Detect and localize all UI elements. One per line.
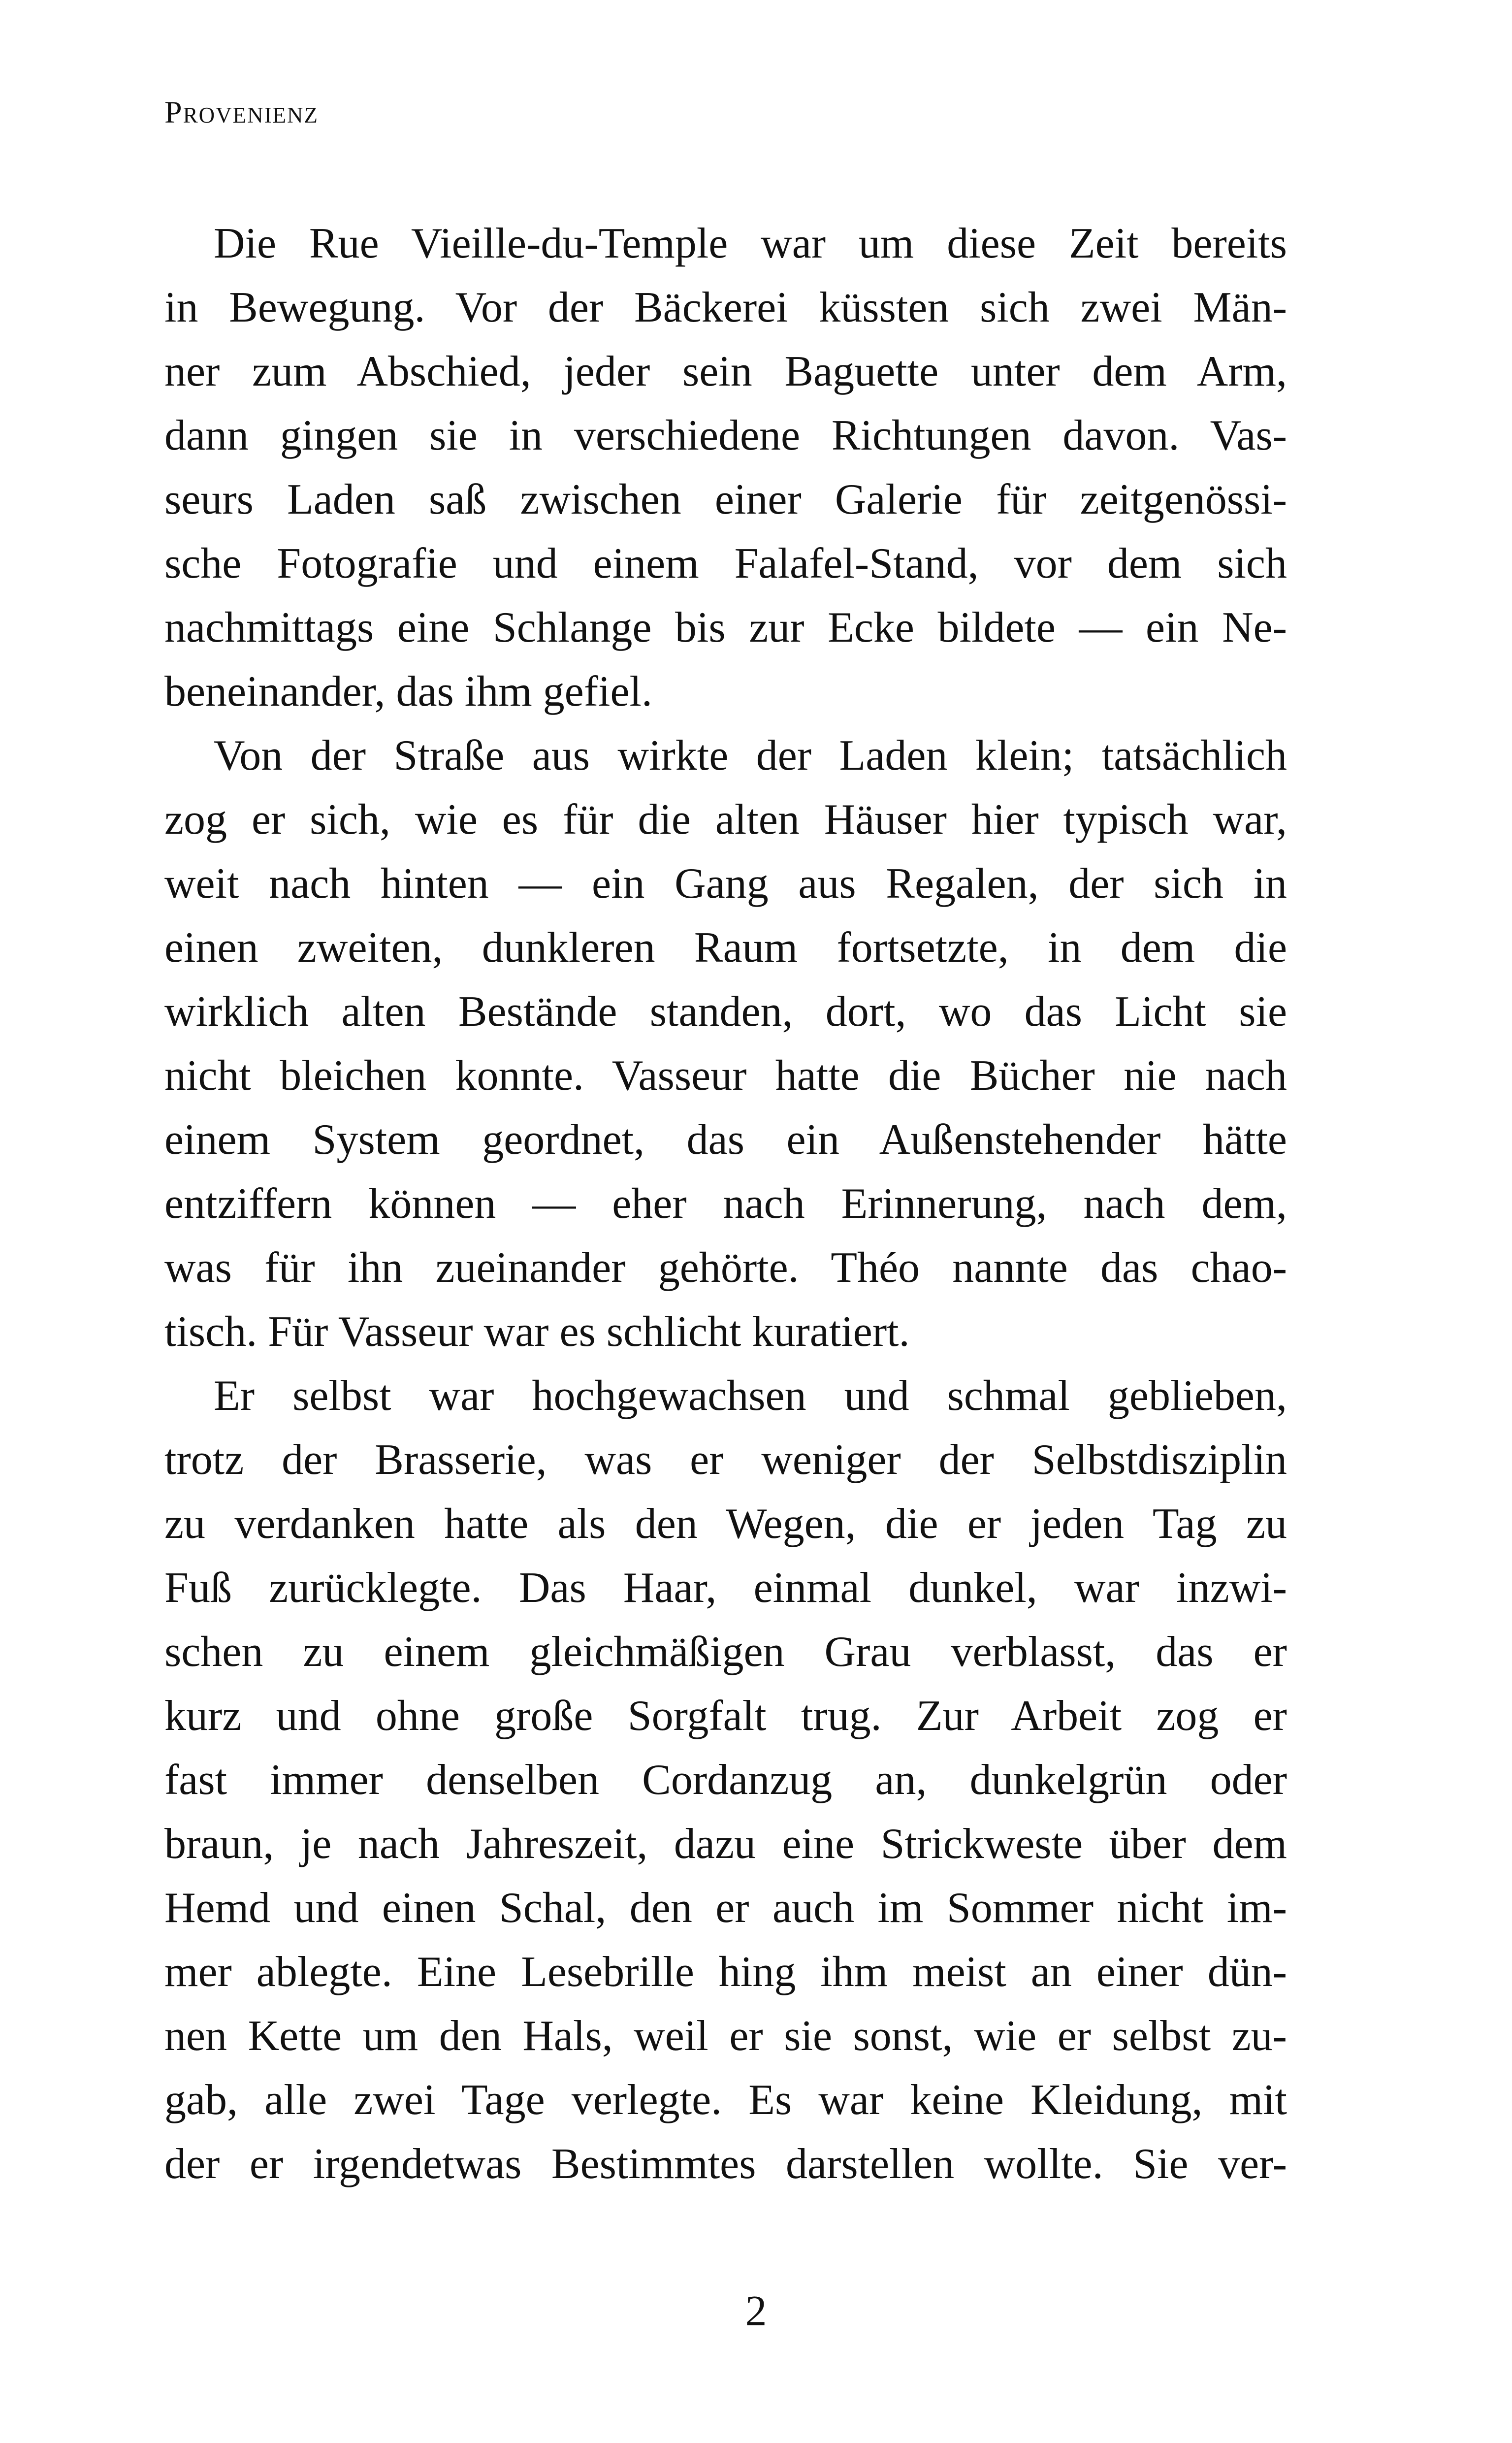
text-line: entziffern können — eher nach Erinnerung, nach dem, [164,1180,1287,1228]
text-line: Hemd und einen Schal, den er auch im Sommer nicht im- [164,1884,1287,1932]
text-line: fast immer denselben Cordanzug an, dunkelgrün oder [164,1756,1287,1804]
text-line: ner zum Abschied, jeder sein Baguette unter dem Arm, [164,348,1287,395]
text-line: Die Rue Vieille-du-Temple war um diese Zeit bereits [214,220,1287,267]
paragraph [164,1364,1287,2196]
text-line: Fuß zurücklegte. Das Haar, einmal dunkel, war inzwi- [164,1564,1287,1612]
text-line: wirklich alten Bestände standen, dort, wo das Licht sie [164,988,1287,1036]
text-line: zu verdanken hatte als den Wegen, die er jeden Tag zu [164,1500,1287,1548]
text-line: mer ablegte. Eine Lesebrille hing ihm meist an einer dün- [164,1948,1287,1996]
paragraph [164,724,1287,1364]
text-line: der er irgendetwas Bestimmtes darstellen wollte. Sie ver- [164,2140,1287,2188]
text-line: nachmittags eine Schlange bis zur Ecke bildete — ein Ne- [164,604,1287,651]
text-line: kurz und ohne große Sorgfalt trug. Zur Arbeit zog er [164,1692,1287,1740]
text-line: nicht bleichen konnte. Vasseur hatte die Bücher nie nach [164,1052,1287,1100]
text-line: einem System geordnet, das ein Außenstehender hätte [164,1116,1287,1164]
running-head: Provenienz [164,95,319,130]
text-line: beneinander, das ihm gefiel. [164,668,652,716]
text-line: seurs Laden saß zwischen einer Galerie für zeitgenössi- [164,476,1287,523]
text-line: nen Kette um den Hals, weil er sie sonst, wie er selbst zu- [164,2012,1287,2060]
text-line: in Bewegung. Vor der Bäckerei küssten sich zwei Män- [164,284,1287,331]
text-line: einen zweiten, dunkleren Raum fortsetzte, in dem die [164,924,1287,972]
text-line: gab, alle zwei Tage verlegte. Es war keine Kleidung, mit [164,2076,1287,2124]
text-line: zog er sich, wie es für die alten Häuser hier typisch war, [164,796,1287,844]
text-line: sche Fotografie und einem Falafel-Stand, vor dem sich [164,540,1287,587]
body-text [164,212,1287,2196]
text-line: was für ihn zueinander gehörte. Théo nannte das chao- [164,1244,1287,1292]
text-line: Er selbst war hochgewachsen und schmal geblieben, [214,1372,1287,1420]
paragraph [164,212,1287,724]
text-line: braun, je nach Jahreszeit, dazu eine Strickweste über dem [164,1820,1287,1868]
text-line: tisch. Für Vasseur war es schlicht kuratiert. [164,1308,910,1356]
text-line: Von der Straße aus wirkte der Laden klein; tatsächlich [214,732,1287,780]
text-line: schen zu einem gleichmäßigen Grau verblasst, das er [164,1628,1287,1676]
text-line: trotz der Brasserie, was er weniger der Selbstdisziplin [164,1436,1287,1484]
page-number: 2 [745,2287,767,2335]
text-line: weit nach hinten — ein Gang aus Regalen, der sich in [164,860,1287,908]
text-line: dann gingen sie in verschiedene Richtungen davon. Vas- [164,412,1287,459]
